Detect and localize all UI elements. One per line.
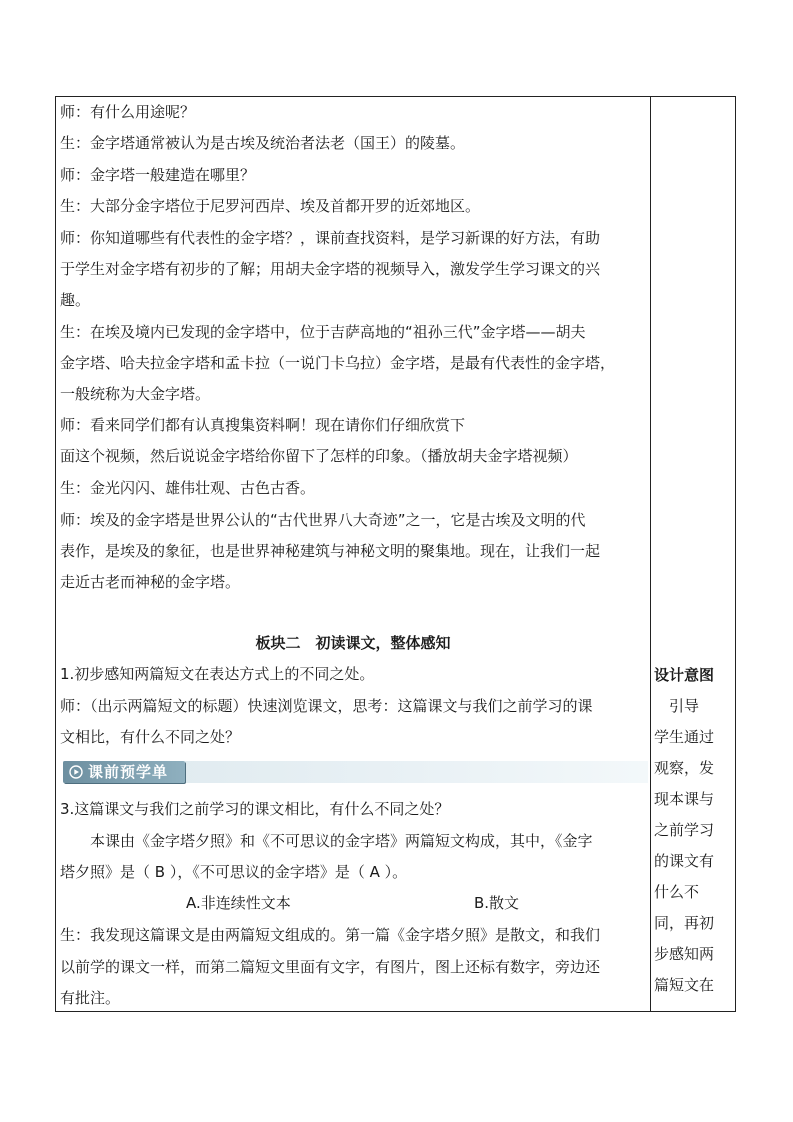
answer-line: 生：我发现这篇课文是由两篇短文组成的。第一篇《金字塔夕照》是散文，和我们 <box>60 926 601 944</box>
dialogue-line: 于学生对金字塔有初步的了解；用胡夫金字塔的视频导入，激发学生学习课文的兴 <box>60 260 601 278</box>
design-intent-title: 设计意图 <box>654 666 715 684</box>
question-title: 3.这篇课文与我们之前学习的课文相比，有什么不同之处？ <box>60 800 450 818</box>
dialogue-line: 生：金光闪闪、雄伟壮观、古色古香。 <box>60 479 316 497</box>
dialogue-line: 生：大部分金字塔位于尼罗河西岸、埃及首都开罗的近郊地区。 <box>60 197 481 215</box>
dialogue-line: 金字塔、哈夫拉金字塔和孟卡拉（一说门卡乌拉）金字塔，是最有代表性的金字塔， <box>60 354 616 372</box>
banner-label: 课前预学单 <box>88 763 169 781</box>
dialogue-line: 师：埃及的金字塔是世界公认的“古代世界八大奇迹”之一，它是古埃及文明的代 <box>60 511 586 529</box>
preview-worksheet-banner <box>63 761 648 783</box>
design-intent-line: 引导 <box>654 697 700 715</box>
dialogue-line: 师：看来同学们都有认真搜集资料啊！现在请你们仔细欣赏下 <box>60 416 466 434</box>
lesson-plan-table <box>55 96 736 1012</box>
play-icon <box>69 765 83 779</box>
question-body: 塔夕照》是（ B ），《不可思议的金字塔》是（ A ）。 <box>60 863 408 881</box>
dialogue-line: 一般统称为大金字塔。 <box>60 385 211 403</box>
dialogue-line: 表作，是埃及的象征，也是世界神秘建筑与神秘文明的聚集地。现在，让我们一起 <box>60 542 601 560</box>
design-intent-line: 的课文有 <box>654 852 715 870</box>
dialogue-line: 趣。 <box>60 291 91 309</box>
task-line: 师：（出示两篇短文的标题）快速浏览课文，思考：这篇课文与我们之前学习的课 <box>60 697 593 715</box>
answer-line: 有批注。 <box>60 989 121 1007</box>
column-divider <box>650 97 651 1011</box>
dialogue-line: 师：有什么用途呢？ <box>60 103 196 121</box>
question-body: 本课由《金字塔夕照》和《不可思议的金字塔》两篇短文构成，其中，《金字 <box>90 832 593 850</box>
design-intent-line: 现本课与 <box>654 790 715 808</box>
answer-line: 以前学的课文一样，而第二篇短文里面有文字，有图片，图上还标有数字，旁边还 <box>60 958 601 976</box>
banner-tag <box>63 761 185 783</box>
dialogue-line: 生：在埃及境内已发现的金字塔中，位于吉萨高地的“祖孙三代”金字塔——胡夫 <box>60 323 586 341</box>
option-b: B.散文 <box>474 894 520 912</box>
design-intent-line: 篇短文在 <box>654 976 715 994</box>
dialogue-line: 面这个视频，然后说说金字塔给你留下了怎样的印象。（播放胡夫金字塔视频） <box>60 447 578 465</box>
task-line: 文相比，有什么不同之处？ <box>60 728 241 746</box>
dialogue-line: 师：你知道哪些有代表性的金字塔？，课前查找资料，是学习新课的好方法，有助 <box>60 229 601 247</box>
design-intent-line: 学生通过 <box>654 728 715 746</box>
dialogue-line: 走近古老而神秘的金字塔。 <box>60 573 241 591</box>
section-title: 板块二 初读课文，整体感知 <box>255 634 451 652</box>
design-intent-line: 观察，发 <box>654 759 715 777</box>
design-intent-line: 什么不 <box>654 883 700 901</box>
dialogue-line: 生：金字塔通常被认为是古埃及统治者法老（国王）的陵墓。 <box>60 134 466 152</box>
option-a: A.非连续性文本 <box>186 894 291 912</box>
task-line: 1.初步感知两篇短文在表达方式上的不同之处。 <box>60 665 375 683</box>
design-intent-line: 同，再初 <box>654 914 715 932</box>
dialogue-line: 师：金字塔一般建造在哪里？ <box>60 166 256 184</box>
design-intent-line: 步感知两 <box>654 945 715 963</box>
design-intent-line: 之前学习 <box>654 821 715 839</box>
